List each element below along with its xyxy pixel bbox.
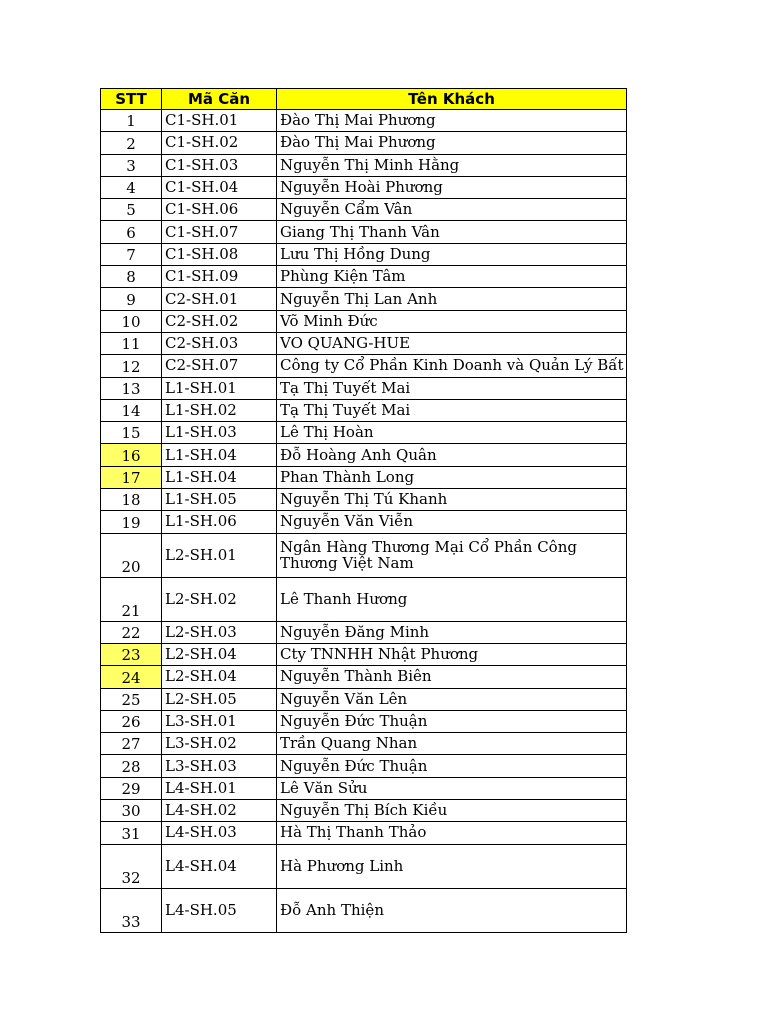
row-unit-code: L4-SH.04 (162, 844, 277, 888)
row-unit-code: L2-SH.05 (162, 688, 277, 710)
row-unit-code: L1-SH.06 (162, 511, 277, 533)
table-row (101, 621, 627, 643)
table-row (101, 243, 627, 265)
row-unit-code: L4-SH.05 (162, 888, 277, 932)
row-stt: 24 (101, 666, 162, 688)
row-customer-name: Nguyễn Đức Thuận (277, 710, 627, 732)
row-customer-name: Nguyễn Văn Lên (277, 688, 627, 710)
table-row (101, 733, 627, 755)
row-customer-name: Đỗ Anh Thiện (277, 888, 627, 932)
table-row (101, 132, 627, 154)
table-row (101, 688, 627, 710)
row-stt: 13 (101, 377, 162, 399)
header-stt: STT (101, 89, 162, 110)
row-unit-code: C2-SH.01 (162, 288, 277, 310)
row-stt: 26 (101, 710, 162, 732)
row-unit-code: L2-SH.04 (162, 643, 277, 665)
table-row (101, 489, 627, 511)
row-unit-code: C1-SH.07 (162, 221, 277, 243)
row-customer-name: Lưu Thị Hồng Dung (277, 243, 627, 265)
row-unit-code: L1-SH.03 (162, 422, 277, 444)
row-unit-code: L3-SH.03 (162, 755, 277, 777)
table-row (101, 199, 627, 221)
row-customer-name: Lê Thanh Hương (277, 577, 627, 621)
row-customer-name: Hà Thị Thanh Thảo (277, 822, 627, 844)
row-unit-code: C1-SH.08 (162, 243, 277, 265)
row-stt: 20 (101, 533, 162, 577)
table-row (101, 332, 627, 354)
row-stt: 2 (101, 132, 162, 154)
table-row (101, 110, 627, 132)
row-customer-name: Nguyễn Đăng Minh (277, 621, 627, 643)
table-row (101, 800, 627, 822)
row-customer-name: Nguyễn Thành Biên (277, 666, 627, 688)
row-customer-name: Cty TNNHH Nhật Phương (277, 643, 627, 665)
row-stt: 23 (101, 643, 162, 665)
row-unit-code: L1-SH.02 (162, 399, 277, 421)
row-unit-code: L3-SH.01 (162, 710, 277, 732)
row-unit-code: L1-SH.04 (162, 466, 277, 488)
table-row (101, 577, 627, 621)
header-row (101, 89, 627, 110)
table-row (101, 466, 627, 488)
row-stt: 3 (101, 154, 162, 176)
table-row (101, 755, 627, 777)
row-stt: 21 (101, 577, 162, 621)
row-customer-name: VO QUANG-HUE (277, 332, 627, 354)
row-stt: 29 (101, 777, 162, 799)
row-unit-code: L4-SH.02 (162, 800, 277, 822)
row-unit-code: L2-SH.02 (162, 577, 277, 621)
row-stt: 14 (101, 399, 162, 421)
table-row (101, 777, 627, 799)
table-row (101, 822, 627, 844)
row-stt: 1 (101, 110, 162, 132)
row-customer-name: Ngân Hàng Thương Mại Cổ Phần Công Thương Việt Nam (277, 533, 627, 577)
row-unit-code: L4-SH.03 (162, 822, 277, 844)
row-stt: 8 (101, 266, 162, 288)
row-stt: 16 (101, 444, 162, 466)
row-unit-code: C2-SH.02 (162, 310, 277, 332)
table-row (101, 288, 627, 310)
table-row (101, 533, 627, 577)
row-customer-name: Võ Minh Đức (277, 310, 627, 332)
row-unit-code: L2-SH.04 (162, 666, 277, 688)
row-stt: 30 (101, 800, 162, 822)
row-customer-name: Nguyễn Văn Viễn (277, 511, 627, 533)
customer-table (100, 88, 627, 933)
row-customer-name: Đào Thị Mai Phương (277, 110, 627, 132)
table-row (101, 666, 627, 688)
row-customer-name: Nguyễn Thị Lan Anh (277, 288, 627, 310)
row-unit-code: C2-SH.07 (162, 355, 277, 377)
header-unit-code: Mã Căn (162, 89, 277, 110)
row-customer-name: Phan Thành Long (277, 466, 627, 488)
row-customer-name: Trần Quang Nhan (277, 733, 627, 755)
row-unit-code: C1-SH.06 (162, 199, 277, 221)
row-customer-name: Nguyễn Hoài Phương (277, 176, 627, 198)
row-unit-code: C1-SH.02 (162, 132, 277, 154)
table-row (101, 399, 627, 421)
row-customer-name: Lê Văn Sửu (277, 777, 627, 799)
row-stt: 28 (101, 755, 162, 777)
row-unit-code: L4-SH.01 (162, 777, 277, 799)
row-stt: 4 (101, 176, 162, 198)
row-unit-code: L1-SH.05 (162, 489, 277, 511)
row-customer-name: Tạ Thị Tuyết Mai (277, 399, 627, 421)
row-unit-code: L1-SH.01 (162, 377, 277, 399)
row-stt: 33 (101, 888, 162, 932)
row-stt: 15 (101, 422, 162, 444)
row-stt: 7 (101, 243, 162, 265)
row-unit-code: C1-SH.04 (162, 176, 277, 198)
table-row (101, 422, 627, 444)
row-customer-name: Phùng Kiện Tâm (277, 266, 627, 288)
row-customer-name: Giang Thị Thanh Vân (277, 221, 627, 243)
row-unit-code: C1-SH.09 (162, 266, 277, 288)
row-customer-name: Đỗ Hoàng Anh Quân (277, 444, 627, 466)
row-stt: 9 (101, 288, 162, 310)
row-unit-code: L2-SH.01 (162, 533, 277, 577)
row-stt: 19 (101, 511, 162, 533)
row-customer-name: Nguyễn Thị Bích Kiều (277, 800, 627, 822)
table-row (101, 888, 627, 932)
table-row (101, 710, 627, 732)
table-row (101, 444, 627, 466)
row-unit-code: L2-SH.03 (162, 621, 277, 643)
row-stt: 10 (101, 310, 162, 332)
row-unit-code: C1-SH.01 (162, 110, 277, 132)
row-unit-code: C1-SH.03 (162, 154, 277, 176)
row-unit-code: L1-SH.04 (162, 444, 277, 466)
table-row (101, 377, 627, 399)
row-stt: 22 (101, 621, 162, 643)
table-row (101, 221, 627, 243)
table-row (101, 154, 627, 176)
row-stt: 5 (101, 199, 162, 221)
row-customer-name: Đào Thị Mai Phương (277, 132, 627, 154)
row-customer-name: Công ty Cổ Phần Kinh Doanh và Quản Lý Bất (277, 355, 627, 377)
row-customer-name: Nguyễn Thị Tú Khanh (277, 489, 627, 511)
table-row (101, 643, 627, 665)
row-stt: 25 (101, 688, 162, 710)
row-stt: 32 (101, 844, 162, 888)
row-customer-name: Lê Thị Hoàn (277, 422, 627, 444)
row-stt: 12 (101, 355, 162, 377)
row-stt: 17 (101, 466, 162, 488)
row-customer-name: Tạ Thị Tuyết Mai (277, 377, 627, 399)
table-row (101, 355, 627, 377)
table-row (101, 310, 627, 332)
row-customer-name: Nguyễn Đức Thuận (277, 755, 627, 777)
table-row (101, 266, 627, 288)
table-row (101, 844, 627, 888)
row-customer-name: Nguyễn Cẩm Vân (277, 199, 627, 221)
row-stt: 6 (101, 221, 162, 243)
row-customer-name: Hà Phương Linh (277, 844, 627, 888)
row-stt: 11 (101, 332, 162, 354)
row-stt: 18 (101, 489, 162, 511)
row-stt: 31 (101, 822, 162, 844)
row-unit-code: C2-SH.03 (162, 332, 277, 354)
header-customer-name: Tên Khách (277, 89, 627, 110)
table-row (101, 176, 627, 198)
row-unit-code: L3-SH.02 (162, 733, 277, 755)
table-row (101, 511, 627, 533)
table-body (101, 110, 627, 933)
row-stt: 27 (101, 733, 162, 755)
row-customer-name: Nguyễn Thị Minh Hằng (277, 154, 627, 176)
